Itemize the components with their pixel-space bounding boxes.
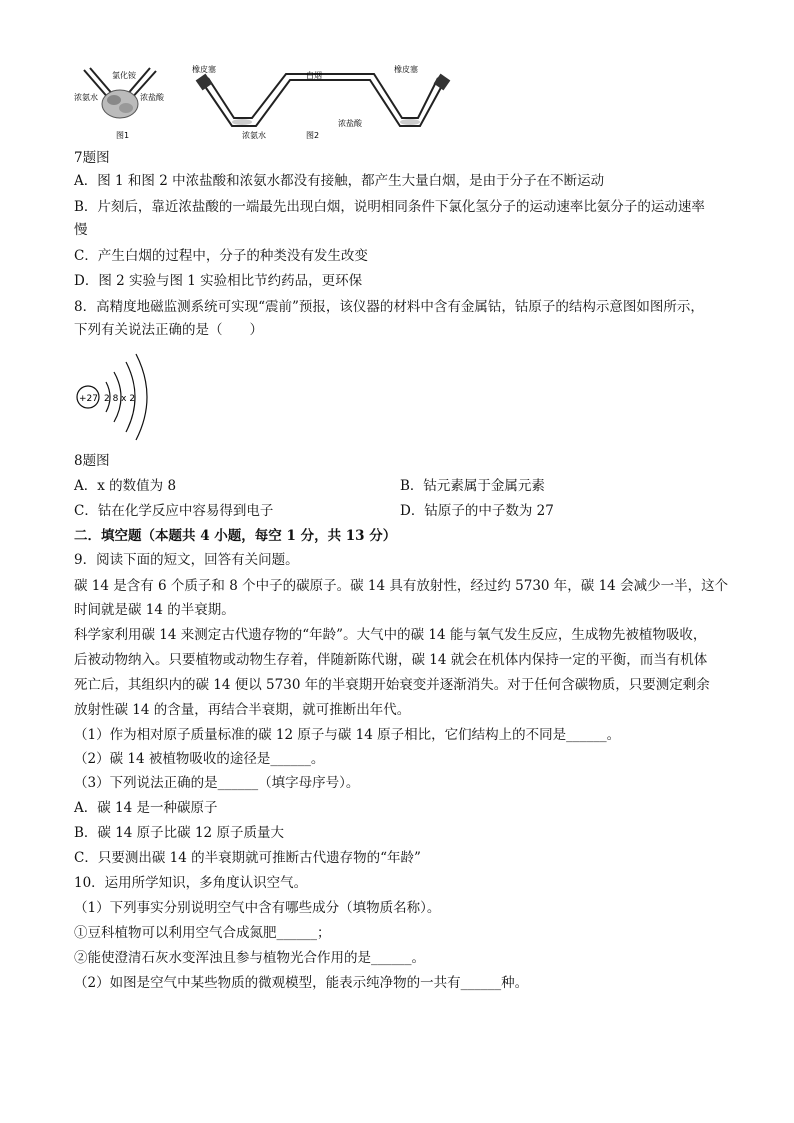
nucleus-charge: +27 bbox=[79, 394, 98, 404]
fig2-label-right-liquid: 浓盐酸 bbox=[338, 119, 362, 128]
figure-2 bbox=[192, 64, 450, 140]
q9-para2-line2: 后被动物纳入。只要植物或动物生存着，伴随新陈代谢，碳 14 就会在机体内保持一定的平衡，而当有机体 bbox=[74, 652, 708, 668]
figure-7 bbox=[74, 60, 454, 144]
q9-para2-line4: 放射性碳 14 的含量，再结合半衰期，就可推断出年代。 bbox=[74, 702, 411, 718]
q9-para1-line2: 时间就是碳 14 的半衰期。 bbox=[74, 602, 235, 618]
fig1-label-right: 浓盐酸 bbox=[140, 93, 164, 102]
fig1-label-top: 氯化铵 bbox=[112, 71, 136, 80]
section-2-heading: 二．填空题（本题共 4 小题，每空 1 分，共 13 分） bbox=[74, 528, 397, 544]
q7-option-b-line2: 慢 bbox=[74, 222, 88, 238]
q9-option-a: A．碳 14 是一种碳原子 bbox=[74, 800, 218, 816]
q10-sub2: （2）如图是空气中某些物质的微观模型，能表示纯净物的一共有______种。 bbox=[74, 975, 529, 991]
q9-para1-line1: 碳 14 是含有 6 个质子和 8 个中子的碳原子。碳 14 具有放射性，经过约 5730 年，碳 14 会减少一半，这个 bbox=[74, 578, 729, 594]
fig1-caption: 图1 bbox=[116, 131, 130, 140]
electron-shells: 2 8 x 2 bbox=[104, 394, 136, 404]
q7-option-d: D．图 2 实验与图 1 实验相比节约药品，更环保 bbox=[74, 273, 363, 289]
fig2-label-smoke: 白烟 bbox=[306, 71, 322, 80]
figure-7-title: 7题图 bbox=[74, 150, 110, 166]
right-cork bbox=[434, 74, 451, 91]
q9-para2-line3: 死亡后，其组织内的碳 14 便以 5730 年的半衰期开始衰变并逐渐消失。对于任何含碳物质，只要测定剩余 bbox=[74, 677, 710, 693]
q9-stem: 9．阅读下面的短文，回答有关问题。 bbox=[74, 552, 299, 568]
q8-stem-line1: 8．高精度地磁监测系统可实现“震前”预报，该仪器的材料中含有金属钴，钴原子的结构示意图如图所示， bbox=[74, 299, 704, 315]
q10-stem: 10．运用所学知识，多角度认识空气。 bbox=[74, 875, 308, 891]
white-smoke-cloud bbox=[102, 90, 138, 118]
fig2-label-left-liquid: 浓氨水 bbox=[242, 131, 266, 140]
q9-option-c: C．只要测出碳 14 的半衰期就可推断古代遗存物的“年龄” bbox=[74, 850, 421, 866]
q8-option-d: D．钴原子的中子数为 27 bbox=[400, 503, 554, 519]
figure-1 bbox=[74, 68, 165, 140]
q9-para2-line1: 科学家利用碳 14 来测定古代遗存物的“年龄”。大气中的碳 14 能与氧气发生反应，生成物先被植物吸收， bbox=[74, 627, 707, 643]
fig2-label-left-cork: 橡皮塞 bbox=[192, 65, 216, 74]
cobalt-atom-diagram bbox=[74, 350, 164, 446]
q8-option-a: A．x 的数值为 8 bbox=[74, 478, 177, 494]
left-cork bbox=[196, 74, 213, 91]
q8-option-c: C．钴在化学反应中容易得到电子 bbox=[74, 503, 274, 519]
q8-option-b: B．钴元素属于金属元素 bbox=[400, 478, 545, 494]
fig1-label-left: 浓氨水 bbox=[74, 93, 98, 102]
q7-option-a: A．图 1 和图 2 中浓盐酸和浓氨水都没有接触，都产生大量白烟，是由于分子在不断运动 bbox=[74, 173, 605, 189]
q10-sub1: （1）下列事实分别说明空气中含有哪些成分（填物质名称）。 bbox=[74, 900, 441, 916]
q9-sub3: （3）下列说法正确的是______（填字母序号）。 bbox=[74, 775, 360, 791]
q7-option-b-line1: B．片刻后，靠近浓盐酸的一端最先出现白烟，说明相同条件下氯化氢分子的运动速率比氨分子的运动速率 bbox=[74, 199, 705, 215]
fig2-caption: 图2 bbox=[306, 131, 320, 140]
q10-blank1: ①豆科植物可以利用空气合成氮肥______； bbox=[74, 925, 331, 941]
q9-option-b: B．碳 14 原子比碳 12 原子质量大 bbox=[74, 825, 284, 841]
q7-option-c: C．产生白烟的过程中，分子的种类没有发生改变 bbox=[74, 248, 368, 264]
figure-8-title: 8题图 bbox=[74, 453, 110, 469]
fig2-label-right-cork: 橡皮塞 bbox=[394, 65, 418, 74]
q10-blank2: ②能使澄清石灰水变浑浊且参与植物光合作用的是______。 bbox=[74, 950, 425, 966]
q9-sub1: （1）作为相对原子质量标准的碳 12 原子与碳 14 原子相比，它们结构上的不同是______。 bbox=[74, 727, 621, 743]
q8-stem-line2: 下列有关说法正确的是（ ） bbox=[74, 322, 263, 338]
q9-sub2: （2）碳 14 被植物吸收的途径是______。 bbox=[74, 751, 325, 767]
